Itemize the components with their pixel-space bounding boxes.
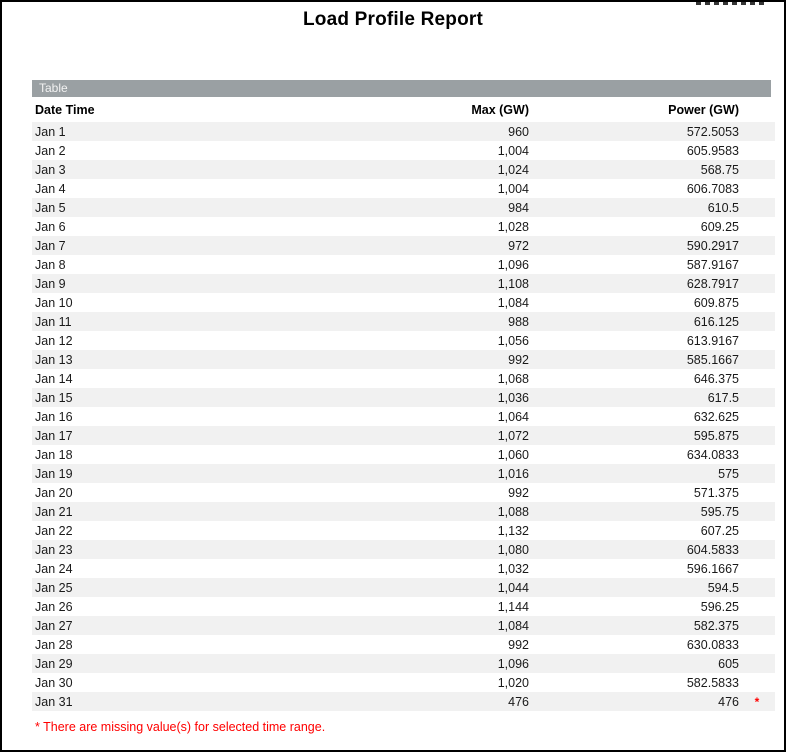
cell-date: Jan 5 <box>35 200 66 215</box>
cell-flag <box>739 255 775 274</box>
cell-max: 1,108 <box>497 276 529 291</box>
cell-flag <box>739 312 775 331</box>
cell-flag <box>739 407 775 426</box>
cell-date: Jan 2 <box>35 143 66 158</box>
cell-max: 1,144 <box>497 599 529 614</box>
cell-max: 1,024 <box>497 162 529 177</box>
table-row <box>32 179 775 198</box>
cell-flag <box>739 654 775 673</box>
cell-power: 628.7917 <box>686 276 739 291</box>
cell-date: Jan 31 <box>35 694 73 709</box>
cell-date: Jan 21 <box>35 504 73 519</box>
column-header-flag <box>739 97 775 122</box>
cell-flag <box>739 426 775 445</box>
cell-date: Jan 22 <box>35 523 73 538</box>
cell-max: 1,084 <box>497 618 529 633</box>
table-row <box>32 483 775 502</box>
cell-power: 605 <box>718 656 739 671</box>
cell-flag <box>739 635 775 654</box>
table-section-header <box>32 80 771 97</box>
cell-power: 590.2917 <box>686 238 739 253</box>
cell-flag <box>739 559 775 578</box>
cell-power: 587.9167 <box>686 257 739 272</box>
cell-flag: * <box>754 694 760 709</box>
cell-date: Jan 17 <box>35 428 73 443</box>
cell-max: 1,068 <box>497 371 529 386</box>
cell-flag <box>739 198 775 217</box>
cell-date: Jan 1 <box>35 124 66 139</box>
cell-power: 607.25 <box>700 523 739 538</box>
cell-flag <box>739 369 775 388</box>
cell-max: 1,044 <box>497 580 529 595</box>
cell-max: 1,016 <box>497 466 529 481</box>
cell-max: 476 <box>508 694 529 709</box>
table-row <box>32 141 775 160</box>
cell-flag <box>739 388 775 407</box>
cell-date: Jan 23 <box>35 542 73 557</box>
table-row <box>32 692 775 711</box>
cell-date: Jan 20 <box>35 485 73 500</box>
cell-power: 609.875 <box>693 295 739 310</box>
table-row <box>32 331 775 350</box>
cell-max: 1,132 <box>497 523 529 538</box>
cell-max: 1,028 <box>497 219 529 234</box>
cell-flag <box>739 502 775 521</box>
cell-max: 988 <box>508 314 529 329</box>
table-row <box>32 160 775 179</box>
cell-date: Jan 14 <box>35 371 73 386</box>
cell-date: Jan 12 <box>35 333 73 348</box>
cell-flag <box>739 673 775 692</box>
load-profile-table <box>32 97 775 711</box>
cell-date: Jan 15 <box>35 390 73 405</box>
table-row <box>32 597 775 616</box>
cell-power: 617.5 <box>707 390 739 405</box>
cell-date: Jan 18 <box>35 447 73 462</box>
cell-flag <box>739 578 775 597</box>
cell-max: 984 <box>508 200 529 215</box>
table-row <box>32 293 775 312</box>
cell-date: Jan 4 <box>35 181 66 196</box>
cell-date: Jan 9 <box>35 276 66 291</box>
cell-max: 1,084 <box>497 295 529 310</box>
cell-power: 595.75 <box>700 504 739 519</box>
cell-power: 585.1667 <box>686 352 739 367</box>
cell-flag <box>739 293 775 312</box>
table-row <box>32 274 775 293</box>
cell-date: Jan 29 <box>35 656 73 671</box>
cell-flag <box>739 141 775 160</box>
clipped-text-fragment <box>696 2 768 5</box>
cell-power: 572.5053 <box>686 124 739 139</box>
cell-power: 596.1667 <box>686 561 739 576</box>
cell-flag <box>739 217 775 236</box>
table-row <box>32 426 775 445</box>
table-row <box>32 635 775 654</box>
cell-flag <box>739 274 775 293</box>
table-row <box>32 673 775 692</box>
cell-max: 992 <box>508 485 529 500</box>
cell-max: 960 <box>508 124 529 139</box>
table-row <box>32 654 775 673</box>
cell-power: 595.875 <box>693 428 739 443</box>
cell-power: 594.5 <box>707 580 739 595</box>
cell-flag <box>739 540 775 559</box>
cell-max: 1,004 <box>497 181 529 196</box>
table-row <box>32 464 775 483</box>
cell-flag <box>739 483 775 502</box>
cell-power: 575 <box>718 466 739 481</box>
cell-power: 610.5 <box>707 200 739 215</box>
column-header-date-time: Date Time <box>35 102 95 117</box>
cell-max: 1,004 <box>497 143 529 158</box>
cell-date: Jan 25 <box>35 580 73 595</box>
cell-max: 992 <box>508 637 529 652</box>
cell-flag <box>739 236 775 255</box>
cell-max: 1,032 <box>497 561 529 576</box>
cell-max: 1,072 <box>497 428 529 443</box>
cell-date: Jan 24 <box>35 561 73 576</box>
table-row <box>32 521 775 540</box>
cell-power: 632.625 <box>693 409 739 424</box>
cell-power: 568.75 <box>700 162 739 177</box>
cell-date: Jan 7 <box>35 238 66 253</box>
cell-max: 972 <box>508 238 529 253</box>
table-row <box>32 350 775 369</box>
cell-power: 604.5833 <box>686 542 739 557</box>
cell-flag <box>739 464 775 483</box>
cell-max: 1,020 <box>497 675 529 690</box>
cell-max: 1,060 <box>497 447 529 462</box>
cell-power: 571.375 <box>693 485 739 500</box>
cell-power: 634.0833 <box>686 447 739 462</box>
missing-values-footnote: * There are missing value(s) for selected time range. <box>35 720 326 734</box>
report-body <box>32 80 771 734</box>
cell-date: Jan 26 <box>35 599 73 614</box>
cell-date: Jan 11 <box>35 314 72 329</box>
cell-date: Jan 3 <box>35 162 66 177</box>
cell-power: 646.375 <box>693 371 739 386</box>
cell-flag <box>739 350 775 369</box>
cell-date: Jan 27 <box>35 618 73 633</box>
cell-max: 1,080 <box>497 542 529 557</box>
cell-power: 616.125 <box>693 314 739 329</box>
table-row <box>32 198 775 217</box>
table-row <box>32 236 775 255</box>
cell-power: 582.5833 <box>686 675 739 690</box>
cell-date: Jan 6 <box>35 219 66 234</box>
table-row <box>32 559 775 578</box>
cell-power: 609.25 <box>700 219 739 234</box>
cell-flag <box>739 616 775 635</box>
table-row <box>32 217 775 236</box>
cell-power: 606.7083 <box>686 181 739 196</box>
cell-power: 613.9167 <box>686 333 739 348</box>
cell-flag <box>739 597 775 616</box>
table-row <box>32 369 775 388</box>
cell-power: 596.25 <box>700 599 739 614</box>
table-row <box>32 312 775 331</box>
cell-power: 476 <box>718 694 739 709</box>
cell-power: 630.0833 <box>686 637 739 652</box>
table-row <box>32 255 775 274</box>
cell-date: Jan 8 <box>35 257 66 272</box>
cell-date: Jan 19 <box>35 466 73 481</box>
cell-flag <box>739 179 775 198</box>
cell-max: 1,064 <box>497 409 529 424</box>
cell-power: 605.9583 <box>686 143 739 158</box>
cell-flag <box>739 445 775 464</box>
cell-max: 1,036 <box>497 390 529 405</box>
cell-max: 992 <box>508 352 529 367</box>
table-row <box>32 388 775 407</box>
cell-date: Jan 13 <box>35 352 73 367</box>
page-title: Load Profile Report <box>302 9 484 30</box>
cell-date: Jan 30 <box>35 675 73 690</box>
table-row <box>32 122 775 141</box>
table-row <box>32 502 775 521</box>
cell-max: 1,096 <box>497 257 529 272</box>
table-row <box>32 616 775 635</box>
table-row <box>32 540 775 559</box>
cell-max: 1,088 <box>497 504 529 519</box>
cell-flag <box>739 122 775 141</box>
column-header-power-gw: Power (GW) <box>668 102 739 117</box>
table-row <box>32 407 775 426</box>
table-row <box>32 578 775 597</box>
table-row <box>32 445 775 464</box>
load-profile-table-body <box>32 122 775 711</box>
cell-power: 582.375 <box>693 618 739 633</box>
table-section-label: Table <box>39 81 68 95</box>
cell-date: Jan 16 <box>35 409 73 424</box>
cell-max: 1,056 <box>497 333 529 348</box>
cell-flag <box>739 521 775 540</box>
cell-date: Jan 28 <box>35 637 73 652</box>
cell-flag <box>739 160 775 179</box>
cell-max: 1,096 <box>497 656 529 671</box>
column-header-max-gw: Max (GW) <box>471 102 529 117</box>
cell-date: Jan 10 <box>35 295 73 310</box>
cell-flag <box>739 331 775 350</box>
table-header-row <box>32 97 775 122</box>
